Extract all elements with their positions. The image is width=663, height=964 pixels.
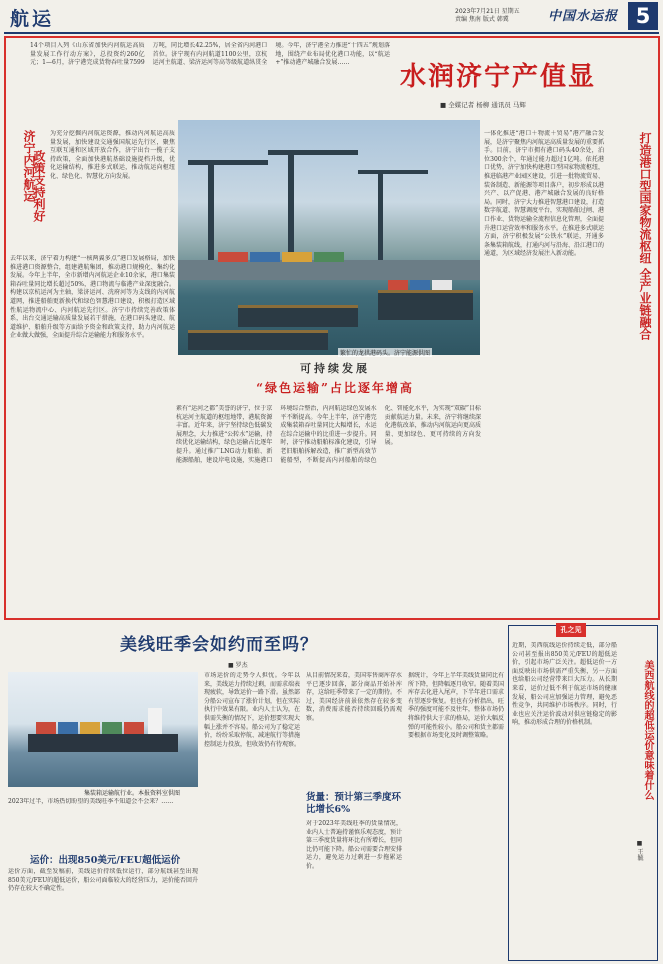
left-column-text: 为充分挖掘内河航运资源，推动内河航运高质量发展，加快建设交通强国航运先行区，聚焦互联互通和区域开放合作，济宁出台一揽子支持政策，全面加快港航基础设施提档升级，优化运输结构，推进多式联运，推动航运向枢纽化、绿色化、智慧化方向发展。	[50, 130, 175, 180]
right-column-text: 一体化推进“港口＋物流＋贸易”港产融合发展，是济宁聚焦内河航运高质量发展的重要抓手。目前，济宁市拥有港口码头40余处，泊位300余个，年通过能力超过1亿吨。依托港口优势，济宁加快构建港口型国家物流枢纽，推进临港产业园区建设，引进一批物流贸易、装备制造、新能源等项目落户，初步形成以港兴产、以产促港、港产城融合发展的良好格局。同时，济宁大力推进智慧港口建设，打造数字航道、智慧调度平台，实现船舶过闸、港口作业、货物运输全流程信息化管理，全面提升港口运营效率和服务水平。在推进多式联运方面，济宁积极发展“公铁水”联运，开通多条集装箱航线，打通内河与沿海、沿江港口的通道，为区域经济发展注入新动能。	[484, 130, 604, 258]
section-title: 航运	[10, 8, 55, 30]
article2-col-c: 从目前情况来看，美国零售商库存水平已逐步回落，部分商品开始补库存，这给旺季带来了一定的期待。不过，美国经济前景依然存在较多变数，消费需求能否持续回暖仍需观察。	[306, 672, 402, 722]
green-transport-text: 素有“运河之都”美誉的济宁，位于京杭运河主航道的枢纽地带，港航资源丰富。近年来，济宁坚持绿色低碳发展理念，大力推进“公转水”运输，持续优化运输结构，绿色运输占比逐年提升。通过推广LNG动力船舶、新能源船舶，建设岸电设施，实施港口环境综合整治，内河航运绿色发展水平不断提高。今年上半年，济宁港完成集装箱吞吐量同比大幅增长，水运在综合运输中的比重进一步提升。同时，济宁推动船舶标准化建设，引导老旧船舶拆解改造，推广新型高效节能船型，不断提高内河船舶的绿色化、智能化水平，为实现“双碳”目标贡献航运力量。未来，济宁将继续深化港航改革，推动内河航运向更高质量、更加绿色、更可持续的方向发展。	[176, 405, 481, 464]
opinion-title: 美西航线的超低运价意味着什么	[642, 660, 653, 800]
masthead-rule	[4, 32, 659, 34]
date-text: 2023年7月21日 星期五	[455, 8, 520, 15]
feature-byline: ■ 全媒记者 杨柳 通讯员 马辉	[440, 101, 526, 109]
left-column-text-2: 去年以来，济宁着力构建“一核两翼多点”港口发展格局，加快推进港口资源整合，组建港航集团，推动港口规模化、集约化发展。今年上半年，全市新增内河航运企业10余家，港口集装箱吞吐量同比增长超过50%，港口物流与临港产业深度融合。构建以京杭运河为主轴，梁济运河、洸府河等为支线的内河航道网，推进船舶更新换代和绿色智慧港口建设，积极打造区域性航运物流中心、内河航运先行区。济宁市持续完善政策体系，出台交通运输高质量发展若干措施，在港口码头建设、航道维护、船舶升级等方面给予资金和政策支持，助力内河航运企业做大做强，全面提升综合运输能力和服务水平。	[10, 255, 175, 340]
editor-text: 责编 焦南 版式 韩冀	[455, 16, 509, 23]
container-ship-caption: 集装箱运输航行业。本报资料室供图	[84, 790, 181, 797]
article2-col-c2: 对于2023年美线旺季的货量情况，业内人士普遍持谨慎乐观态度，预计第三季度货量将环比有所增长，但同比仍可能下降。船公司需要合理安排运力，避免运力过剩进一步拖累运价。	[306, 820, 402, 870]
q3-volume-subhead: 货量：预计第三季度环比增长6%	[306, 792, 402, 815]
article2-col-a: 2023年过半，市场热切盼望的美线旺季不知道会不会来？……	[8, 798, 174, 805]
left-side-title-2: 政策支持利好	[32, 150, 46, 222]
green-transport-subhead	[210, 360, 460, 396]
newspaper-logo: 中国水运报	[548, 9, 619, 24]
article2-byline: ■ 罗杰	[228, 662, 248, 669]
port-photo-caption: 繁忙的龙拱港码头。济宁能源供图	[340, 350, 431, 357]
article2-title: 美线旺季会如约而至吗？	[120, 635, 318, 655]
subhead-line-2: “绿色运输”占比逐年增高	[256, 381, 414, 395]
article2-col-a2: 运价方面，截至发稿前，美线运价持续低位运行，部分航线甚至出现850美元/FEU的超低运价，船公司面临较大的经营压力，运价能否回升仍存在较大不确定性。	[8, 868, 198, 893]
port-photo	[178, 120, 480, 355]
left-side-title: 济宁内河航运	[22, 130, 36, 202]
opinion-text: 近期，美西航线运价持续走低，部分船公司甚至报出850美元/FEU的超低运价，引起市场广泛关注。超低运价一方面反映出市场供需严重失衡，另一方面也给船公司经营带来巨大压力。从长期来看，运价过低不利于航运市场的健康发展，船公司应加强运力管理，避免恶性竞争，共同维护市场秩序。同时，行业也应关注运价波动对供应链稳定的影响，推动形成合理的价格机制。	[512, 642, 617, 727]
container-ship-photo	[8, 672, 198, 787]
feature-intro: 14个项目入列《山东省加快内河航运高质量发展工作行动方案》，总投资约260亿元；1—6月，济宁港完成货物吞吐量7599万吨，同比增长42.25%，居全省内河港口首位。济宁现有内河航道1100公里，京杭运河主航道、梁济运河等高等级航道纵贯全境。今年，济宁港全力推进“十四五”规划落地，围绕产业布局优化港口功能，以“航运+”推动港产城融合发展……	[30, 42, 390, 67]
right-side-title: 打造港口型国家物流枢纽 全产业链融合	[638, 132, 652, 341]
opinion-badge: 孔之见	[556, 623, 586, 637]
subhead-line-1: 可持续发展	[300, 362, 370, 375]
article2-col-b: 市场运价的走势令人担忧。今年以来，美线运力持续过剩，而需求端表现疲软，导致运价一路下滑。虽然部分船公司宣布了涨价计划，但在实际执行中效果有限。业内人士认为，在供需失衡的情况下，运价想要实现大幅上涨并不容易。船公司为了稳定运价，纷纷采取停航、减速航行等措施控制运力投放，但收效仍有待观察。	[204, 672, 300, 748]
page-number: 5	[628, 2, 658, 30]
opinion-author: ■ 王毓	[636, 840, 643, 861]
masthead	[0, 0, 663, 34]
feature-headline: 水润济宁产值显	[400, 62, 597, 92]
freight-rate-subhead: 运价：出现850美元/FEU超低运价	[30, 855, 181, 866]
article2-col-d: 据统计，今年上半年美线货量同比有所下降，但降幅逐月收窄。随着美国库存去化进入尾声，下半年进口需求有望逐步恢复。但也有分析指出，旺季的强度可能不及往年，整体市场仍将维持供大于求的格局，运价大幅反弹的可能性较小。船公司和货主都需要根据市场变化及时调整策略。	[408, 672, 504, 740]
